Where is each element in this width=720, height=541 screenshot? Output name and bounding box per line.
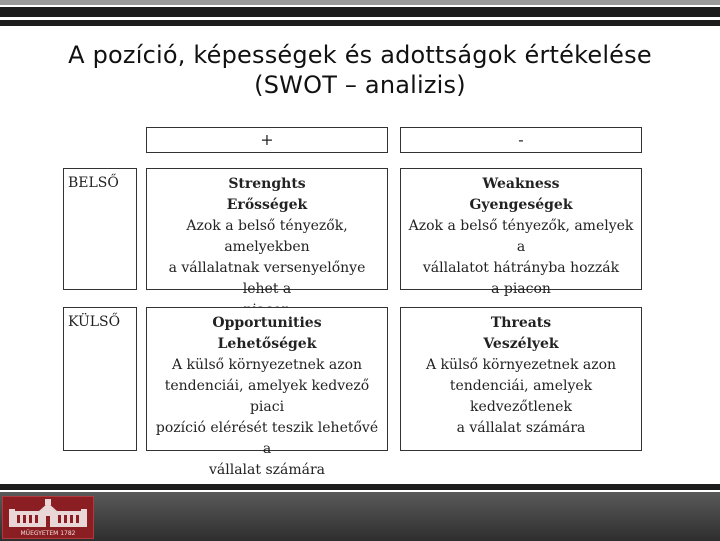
opportunities-line: pozíció elérését teszik lehetővé a [155,420,379,457]
swot-cell-opportunities [146,307,388,478]
opportunities-title: Opportunities [212,315,322,331]
opportunities-line: A külső környezetnek azon [171,357,363,373]
logo-caption: MŰEGYETEM 1782 [20,530,76,537]
threats-line: A külső környezetnek azon [425,357,617,373]
top-decor-bar-thin [0,20,720,26]
university-logo [2,496,94,539]
top-decor-bar [0,7,720,17]
row-label-belso: BELSŐ [63,168,137,290]
building-icon [3,497,93,538]
opportunities-line: tendenciái, amelyek kedvező piaci [164,378,370,415]
swot-cell-threats [400,307,642,451]
strengths-line: a vállalatnak versenyelőnye lehet a [168,260,366,297]
strengths-subtitle: Erősségek [226,197,308,213]
weakness-title: Weakness [482,176,560,192]
swot-cell-weakness [400,168,642,297]
threats-subtitle: Veszélyek [483,336,559,352]
footer-bar [0,492,720,541]
column-header-plus: + [146,127,388,153]
slide-title [0,40,720,100]
weakness-line: vállalatot hátrányba hozzák [422,260,620,276]
weakness-line: a piacon [491,281,551,297]
threats-line: tendenciái, amelyek kedvezőtlenek [449,378,593,415]
footer-divider [0,484,720,490]
strengths-title: Strenghts [228,176,306,192]
weakness-subtitle: Gyengeségek [469,197,573,213]
opportunities-subtitle: Lehetőségek [217,336,317,352]
strengths-line: Azok a belső tényezők, amelyekben [186,218,348,255]
swot-cell-strengths [146,168,388,297]
slide-title-line1: A pozíció, képességek és adottságok értékelése [68,41,652,69]
row-label-kulso: KÜLSŐ [63,307,137,451]
threats-line: a vállalat számára [456,420,586,436]
top-decor-bar-light [0,0,720,5]
weakness-line: Azok a belső tényezők, amelyek a [408,218,634,255]
threats-title: Threats [490,315,552,331]
column-header-minus: - [400,127,642,153]
opportunities-line: vállalat számára [208,462,326,478]
slide-title-line2: (SWOT – analizis) [254,71,466,99]
